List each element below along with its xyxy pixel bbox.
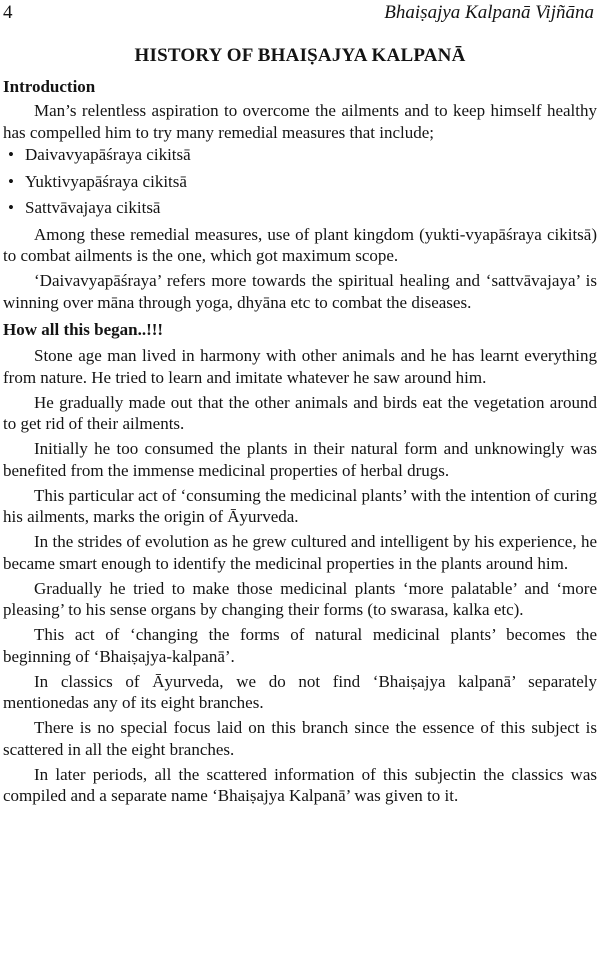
running-head xyxy=(3,2,594,26)
body-paragraph: In later periods, all the scattered information of this subjectin the classics was compiled and a separate name ‘Bhaiṣajya Kalpanā’ was given to it. xyxy=(3,764,597,805)
bullet-icon: • xyxy=(8,198,14,217)
page-number: 4 xyxy=(3,2,13,23)
remedial-measures-list xyxy=(3,144,597,219)
body-paragraph: Initially he too consumed the plants in their natural form and unknowingly was benefited from the immense medicinal properties of herbal drugs. xyxy=(3,439,597,480)
body-paragraph: Gradually he tried to make those medicinal plants ‘more palatable’ and ‘more pleasing’ to his sense organs by changing their forms (to swarasa, kalka etc). xyxy=(3,578,597,619)
body-paragraph: In the strides of evolution as he grew cultured and intelligent by his experience, he became smart enough to identify the medicinal properties in the plants around him. xyxy=(3,532,597,573)
body-paragraph: He gradually made out that the other animals and birds eat the vegetation around to get rid of their ailments. xyxy=(3,392,597,433)
body-paragraph: This particular act of ‘consuming the medicinal plants’ with the intention of curing his ailments, marks the origin of Āyurveda. xyxy=(3,485,597,526)
bullet-icon: • xyxy=(8,145,14,164)
body-paragraph: Among these remedial measures, use of plant kingdom (yukti-vyapāśraya cikitsā) to combat ailments is the one, which got maximum scope. xyxy=(3,224,597,265)
intro-paragraph: Man’s relentless aspiration to overcome the ailments and to keep himself healthy has compelled him to try many remedial measures that include; xyxy=(3,101,597,142)
bullet-icon: • xyxy=(8,171,14,191)
body-paragraph: There is no special focus laid on this branch since the essence of this subject is scattered in all the eight branches. xyxy=(3,718,597,759)
chapter-title: HISTORY OF BHAIṢAJYA KALPANĀ xyxy=(134,45,466,66)
list-item-text: Yuktivyapāśraya cikitsā xyxy=(25,171,187,191)
body-paragraph: Stone age man lived in harmony with other animals and he has learnt everything from nature. He tried to learn and imitate whatever he saw around him. xyxy=(3,346,597,387)
list-item xyxy=(3,197,597,219)
body-paragraph: This act of ‘changing the forms of natural medicinal plants’ becomes the beginning of ‘Bhaiṣajya-kalpanā’. xyxy=(3,625,597,666)
list-item-text: Daivavyapāśraya cikitsā xyxy=(25,145,191,164)
section-heading-introduction: Introduction xyxy=(3,77,96,96)
section-heading-how-it-began: How all this began..!!! xyxy=(3,320,164,339)
list-item-text: Sattvāvajaya cikitsā xyxy=(25,198,161,217)
list-item xyxy=(3,144,597,166)
body-paragraph: In classics of Āyurveda, we do not find ‘Bhaiṣajya kalpanā’ separately mentionedas any of its eight branches. xyxy=(3,671,597,712)
page-body xyxy=(3,76,597,810)
book-title: Bhaiṣajya Kalpanā Vijñāna xyxy=(384,2,594,23)
body-paragraph: ‘Daivavyapāśraya’ refers more towards the spiritual healing and ‘sattvāvajaya’ is winning over māna through yoga, dhyāna etc to combat the diseases. xyxy=(3,271,597,312)
list-item xyxy=(3,171,597,193)
